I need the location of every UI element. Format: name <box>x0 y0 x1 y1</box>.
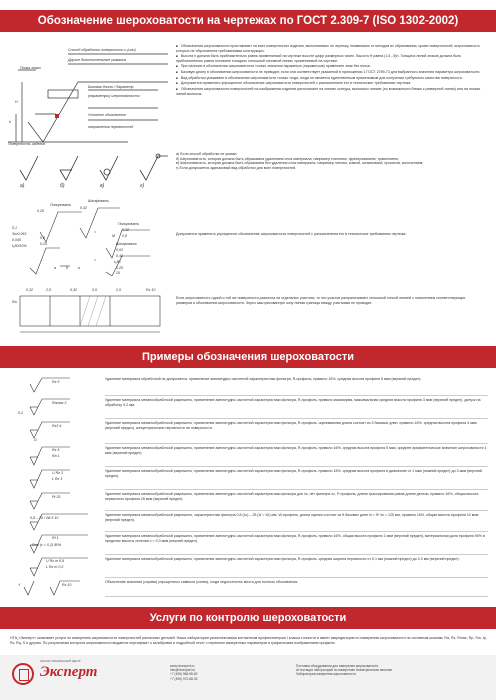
example-symbol-extra: L Rz 1 <box>52 477 63 481</box>
d3-eq2b: 0,40 <box>116 254 123 258</box>
sym-label-d: г) <box>140 183 145 189</box>
contact-phone: +7 (495) 972-68-33 <box>170 676 198 681</box>
example-symbol: Ramax 3 <box>52 401 67 405</box>
d3-left3: 0,040 <box>12 238 21 242</box>
d3-v1: 0,25 <box>37 209 44 213</box>
offer-item: Поставка оборудования для измерения шероховатости <box>296 664 379 668</box>
example-row <box>10 468 488 490</box>
offers <box>296 664 486 677</box>
d3-v2: 0,32 <box>80 206 87 210</box>
label-other: Другие дополнительные указания <box>68 58 127 62</box>
example-row <box>10 579 488 597</box>
zones-note: Если шероховатость одной и той же поверхности различна на отдельных участках, то эти участки разграничивают сплошной тонкой линией с нанесением соответствующих размеров и обозначения шероховатости. Через заштрихованную зону линию границы между участками не проводят. <box>176 296 466 305</box>
page-title: Обозначение шероховатости на чертежах по ГОСТ 2.309-7 (ISO 1302-2002) <box>0 10 496 32</box>
label-H: H <box>15 100 18 104</box>
d3-left6: 0,25 <box>40 242 47 246</box>
d3-left1: 0,1 <box>12 226 17 230</box>
label-param: (параметры) шероховатости <box>88 94 140 98</box>
label-method: Способ обработки поверхности и (или) <box>68 48 136 52</box>
simplified-note: Допускается применять упрощенное обозначение шероховатости поверхностей с разъяснением его в технических требованиях чертежа. <box>176 232 407 236</box>
example-description: Объяснение значения (справа) упрощенного символа (слева), когда недостаточно места для полного обозначения. <box>105 580 299 584</box>
example-description: Удаление материала механообработкой разрешено, применение амплитудно-частотной характеристики фильтра, R-профиль, средняя ширина неровности от 0,1 мм (нижний предел) до 0,3 мм (верхний предел). <box>105 557 460 561</box>
d4-g: Ra <box>12 300 17 304</box>
d3-left4: t₅80/10% <box>12 244 27 248</box>
d4-c: 0,32 <box>70 288 77 292</box>
rule-item: ■ Базовую длину в обозначении шероховатости не приводят, если она соответствует указанной в приложении 1 ГОСТ 2789-73 для выбранного значения параметра шероховатости. <box>176 70 488 75</box>
symbol-type-item: в) Шероховатость, которая должна быть образована без удаления слоя материала, например литьем, ковкой, штамповкой, прокатом, волочением; <box>176 161 424 165</box>
contact-website[interactable]: www.ntcexpert.ru <box>170 664 195 668</box>
contact-phone: +7 (495) 968-98-69 <box>170 672 198 677</box>
label-dir: направления неровностей <box>88 125 134 129</box>
d4-a: 0,32 <box>26 288 33 292</box>
symbol-types-list <box>176 152 488 170</box>
example-symbol: Rz 5 <box>52 448 60 452</box>
example-description: Удаление материала механообработкой разрешено, применение амплитудно-частотной характеристики фильтра, R-профиль, правило 16%, общая высота профиля 1 мкм (верхний предел), материальная доля профиля 90% в пределах высоты сечения с = 0,3 мкм (нижний предел). <box>105 534 485 543</box>
basic-symbols-diagram <box>12 150 172 190</box>
rule-item: ■ Обозначения шероховатости поверхностей на изображении изделия располагают на линиях контура, выносных линиях (по возможности ближе к размерной линии) или на полках линий-выносок. <box>176 87 488 96</box>
rules-list <box>176 44 488 97</box>
example-symbol-extra: G <box>34 438 37 442</box>
d3-eq1c: М <box>112 234 115 238</box>
brand-subtitle: НАУЧНО-ТЕХНИЧЕСКИЙ ЦЕНТР <box>40 660 81 663</box>
services-text: НТЦ «Эксперт» оказывает услуги по измерению шероховатости поверхностей различных деталей. Наша лаборатория укомплектована контактным профилометром I класса точности и имеет аккредитацию по измерению шероховатости по основным шкалам: Ra, Rz, Rmax, Rp, Sm, tp, Rv, Rq, S и другим. По результатам контроля шероховатости выдается сертификат о калибровке и подробный отчет с перечнем измеренных параметров и графическим изображением профиля. <box>10 636 487 645</box>
example-symbol: U Rz 3 <box>52 471 63 475</box>
label-pota: Полка знака <box>20 66 41 70</box>
logo-icon <box>12 663 34 685</box>
sym-label-b: б) <box>60 183 65 189</box>
d3-eqsign2: = <box>94 258 97 262</box>
part-zones-diagram <box>10 286 170 336</box>
example-symbol: Pt 25 <box>52 495 61 499</box>
example-row <box>10 556 488 578</box>
example-row <box>10 512 488 532</box>
sym-label-c: в) <box>100 183 105 189</box>
d3-eq2a: 0,63 <box>116 248 123 252</box>
example-row <box>10 420 488 444</box>
example-symbol-extra: Y <box>18 583 21 587</box>
roughness-symbol-icon <box>10 512 95 532</box>
offer-item: Лаборатория измерения шероховатости <box>296 672 356 677</box>
label-surface: Поверхность изделия <box>8 142 46 146</box>
d3-left5: 0,8 <box>40 236 45 240</box>
contacts <box>170 664 280 681</box>
d4-b: 2,5 <box>46 288 51 292</box>
offer-item: Аттестация лабораторий по измерению геометрических величин <box>296 668 393 673</box>
d3-grind: Шлифовать <box>88 199 110 203</box>
rule-item: ■ Обозначения шероховатости проставляют на всех поверхностях изделия, выполняемых по чертежу, независимо от методов их образования, кроме поверхностей, шероховатость которых не обусловлена требованиями конструкции. <box>176 44 488 53</box>
example-description: Удаление материала механообработкой разрешено, характеристики фильтра 0,8 (λc) – 25 (λf = 5λ) мм, W-профиль, длина оценки состоит из 5 базовых длин ln = 5* lw = 125 мм, правило 16%, общая высота профиля 10 мкм (верхний предел). <box>105 513 479 522</box>
label-h: h <box>9 120 11 124</box>
example-row <box>10 491 488 511</box>
footer <box>0 655 496 700</box>
d3-eq1b: 0,8 <box>122 234 127 238</box>
example-row <box>10 376 488 396</box>
brand-name: Эксперт <box>40 664 98 680</box>
roughness-symbol-icon <box>10 579 95 597</box>
example-row <box>10 533 488 555</box>
example-symbol: Rz3 4 <box>52 424 62 428</box>
example-symbol: Rt 1 <box>52 536 59 540</box>
example-symbol: U Rz m 0,9 <box>46 559 64 563</box>
example-description: Удаление материала обработкой не допускается, применение амплитудно-частотной характеристики фильтра, R-профиль, правило 16%, средняя высота профиля 5 мкм (верхний предел). <box>105 377 422 381</box>
roughness-symbol-icon <box>10 491 95 511</box>
examples-heading: Примеры обозначения шероховатости <box>0 346 496 368</box>
example-symbol: Rz 10 <box>62 583 72 587</box>
example-description: Удаление материала механообработкой разрешено, применение амплитудно-частотной характеристики фильтра, R-профиль, правило 16%, средняя высота профиля 5 мкм, среднее арифметическое значение шероховатости 1 мкм (верхний предел). <box>105 446 487 455</box>
label-sample: Базовая длина / Параметр <box>88 85 134 89</box>
label-cond: Условное обозначение <box>88 113 127 117</box>
d3-abc1: a <box>54 266 56 270</box>
symbol-type-item: б) Шероховатость, которая должна быть образована удалением слоя материала, например точением, фрезерованием, травлением; <box>176 156 399 161</box>
rule-item: ■ При наличии в обозначении шероховатости только значения параметра (параметров) применяют знак без полки. <box>176 64 488 69</box>
d4-e: 2,5 <box>116 288 121 292</box>
d3-eqsign1: = <box>94 230 97 234</box>
d4-f: Rz 10 <box>146 288 156 292</box>
d3-eqS: Шлифовать <box>116 242 138 246</box>
d3-eq1a: 0,32 <box>122 228 129 232</box>
example-description: Удаление материала механообработкой разрешено, применение амплитудно-частотной характеристики фильтра, R-профиль, оцениваемая длина состоит из 3 базовых длин, правило 16%, средняя высота профиля 4 мкм (верхний предел), концентрические неровности на поверхности. <box>105 421 477 430</box>
example-symbol-extra: 0,2 <box>18 411 23 415</box>
contact-email[interactable]: info@ntcexpert.ru <box>170 668 196 673</box>
d3-abc3: в <box>78 266 80 270</box>
d3-abc2: б <box>66 266 69 270</box>
d3-eq2d: 0,25 <box>116 266 123 270</box>
d3-eq2c: t₅80 <box>114 260 121 264</box>
example-row <box>10 445 488 467</box>
rule-item: ■ Высота h должна быть приблизительно равна применяемой на чертеже высоте цифр размерных чисел. Высота H равна (1.5...5)h. Толщина линий знаков должна быть приблизительно равна половине толщины сплошной основной линии, применяемой на чертеже. <box>176 54 488 63</box>
example-symbol-extra: Rmr (c = 0,2) 90% <box>32 543 62 547</box>
d3-eq2e: 25 <box>116 271 120 275</box>
example-symbol: Rz 5 <box>52 380 60 384</box>
sym-label-a: а) <box>20 183 25 189</box>
rule-item: ■ Вид обработки указывают в обозначении шероховатости только тогда, когда он является единственным применимым для получения требуемого качества поверхности. <box>176 76 488 81</box>
symbol-type-item: г) Если допускается одинаковый вид обработки для всех поверхностей. <box>176 165 297 170</box>
example-description: Удаление материала механообработкой разрешено, применение амплитудно-частотной характеристики фильтра, R-профиль, правило максимума, максимальная средняя высота профиля 3 мкм (верхний предел), допуск на обработку 0,2 мм. <box>105 398 481 407</box>
example-symbol-extra: L Rz m 0,3 <box>46 565 64 569</box>
rule-item: ■ Допускается применять упрощенное обозначение шероховатости поверхностей с разъяснением его в технических требованиях чертежа. <box>176 81 488 86</box>
services-heading: Услуги по контролю шероховатости <box>0 607 496 629</box>
complex-symbol-diagram <box>10 198 170 276</box>
example-symbol: 0,8 – 25 / Wt 5 10 <box>30 516 59 520</box>
d3-left2: Sm0,063 <box>12 232 27 236</box>
d3-polish: Полировать <box>50 203 72 207</box>
example-description: Удаление материала механообработкой разрешено, применение амплитудно-частотной характеристики фильтра для λs, нет фильтра λc, P-профиль, длина трассирования равна длине детали, правило 16%, общая высота первичного профиля 25 мкм (верхний предел). <box>105 492 479 501</box>
d3-eqP: Полировать <box>118 222 140 226</box>
example-description: Удаление материала механообработкой разрешено, применение амплитудно-частотной характеристики фильтра, R-профиль, правило 16%, средняя высота профиля в диапазоне от 1 мкм (нижний предел) до 3 мкм (верхний предел). <box>105 469 482 478</box>
example-symbol-extra: Ra 1 <box>52 454 60 458</box>
d4-d: 0,5 <box>92 288 97 292</box>
symbol-type-item: а) Если способ обработки не указан; <box>176 152 238 156</box>
example-row <box>10 397 488 419</box>
roughness-symbol-icon <box>10 376 95 396</box>
